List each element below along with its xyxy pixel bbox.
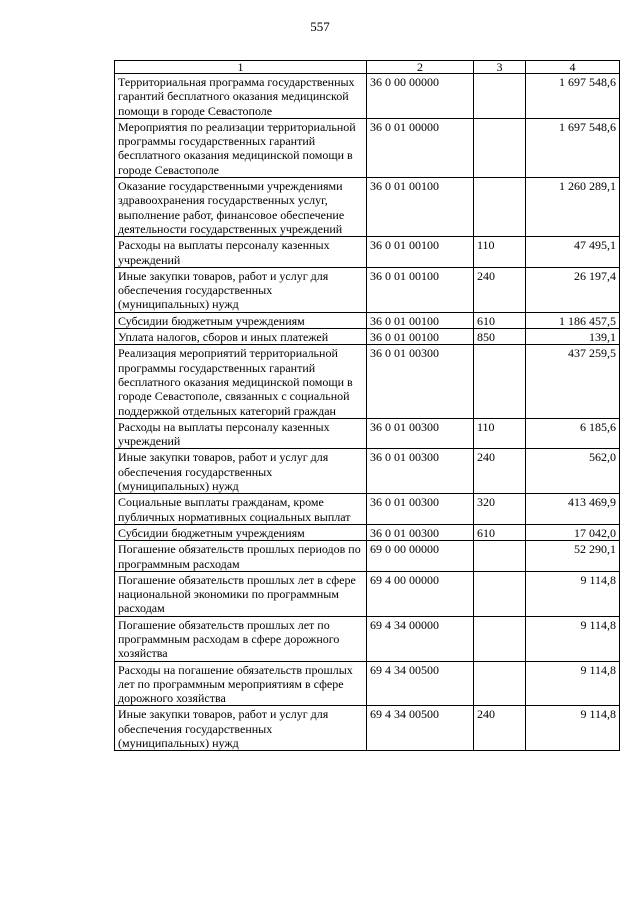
table-row	[115, 267, 620, 312]
row-code-cell: 36 0 01 00300	[367, 345, 474, 418]
table-row	[115, 118, 620, 177]
row-name-cell: Реализация мероприятий территориальной программы государственных гарантий бесплатного оказания медицинской помощи в городе Севастополе, связанных с социальной поддержкой отдельных категорий граждан	[115, 345, 367, 418]
row-name-cell: Погашение обязательств прошлых лет по программным расходам в сфере дорожного хозяйства	[115, 616, 367, 661]
row-expense-type-cell	[474, 616, 526, 661]
row-expense-type-cell: 850	[474, 329, 526, 345]
row-amount-cell: 9 114,8	[526, 571, 620, 616]
table-row	[115, 74, 620, 119]
row-name-cell: Субсидии бюджетным учреждениям	[115, 524, 367, 540]
row-code-cell: 36 0 01 00100	[367, 237, 474, 268]
column-header-2: 2	[367, 61, 474, 74]
row-expense-type-cell	[474, 74, 526, 119]
row-amount-cell: 17 042,0	[526, 524, 620, 540]
row-code-cell: 36 0 01 00300	[367, 524, 474, 540]
row-amount-cell: 9 114,8	[526, 706, 620, 751]
row-expense-type-cell	[474, 571, 526, 616]
row-name-cell: Расходы на выплаты персоналу казенных учреждений	[115, 237, 367, 268]
row-name-cell: Субсидии бюджетным учреждениям	[115, 312, 367, 328]
column-header-1: 1	[115, 61, 367, 74]
table-header-row	[115, 61, 620, 74]
row-expense-type-cell	[474, 541, 526, 572]
row-expense-type-cell	[474, 178, 526, 237]
row-amount-cell: 413 469,9	[526, 494, 620, 525]
row-code-cell: 69 4 00 00000	[367, 571, 474, 616]
row-expense-type-cell	[474, 661, 526, 706]
row-code-cell: 36 0 01 00300	[367, 494, 474, 525]
row-name-cell: Погашение обязательств прошлых периодов по программным расходам	[115, 541, 367, 572]
row-code-cell: 69 0 00 00000	[367, 541, 474, 572]
table-row	[115, 237, 620, 268]
row-expense-type-cell: 110	[474, 237, 526, 268]
row-name-cell: Расходы на погашение обязательств прошлых лет по программным мероприятиям в сфере дорожного хозяйства	[115, 661, 367, 706]
row-amount-cell: 26 197,4	[526, 267, 620, 312]
table-row	[115, 178, 620, 237]
row-amount-cell: 437 259,5	[526, 345, 620, 418]
table-row	[115, 449, 620, 494]
row-amount-cell: 1 697 548,6	[526, 74, 620, 119]
row-expense-type-cell: 240	[474, 449, 526, 494]
row-amount-cell: 52 290,1	[526, 541, 620, 572]
page-number: 557	[310, 19, 330, 34]
row-amount-cell: 9 114,8	[526, 661, 620, 706]
table-row	[115, 345, 620, 418]
row-amount-cell: 1 186 457,5	[526, 312, 620, 328]
column-header-4: 4	[526, 61, 620, 74]
row-name-cell: Иные закупки товаров, работ и услуг для обеспечения государственных (муниципальных) нужд	[115, 706, 367, 751]
row-name-cell: Уплата налогов, сборов и иных платежей	[115, 329, 367, 345]
row-name-cell: Территориальная программа государственных гарантий бесплатного оказания медицинской помощи в городе Севастополе	[115, 74, 367, 119]
row-expense-type-cell: 610	[474, 524, 526, 540]
row-code-cell: 36 0 01 00100	[367, 312, 474, 328]
row-name-cell: Иные закупки товаров, работ и услуг для обеспечения государственных (муниципальных) нужд	[115, 449, 367, 494]
table-row	[115, 616, 620, 661]
row-amount-cell: 6 185,6	[526, 418, 620, 449]
row-code-cell: 36 0 01 00000	[367, 118, 474, 177]
table-row	[115, 661, 620, 706]
row-name-cell: Социальные выплаты гражданам, кроме публичных нормативных социальных выплат	[115, 494, 367, 525]
row-code-cell: 36 0 01 00100	[367, 329, 474, 345]
row-expense-type-cell: 110	[474, 418, 526, 449]
row-expense-type-cell: 320	[474, 494, 526, 525]
row-expense-type-cell: 240	[474, 706, 526, 751]
row-expense-type-cell: 610	[474, 312, 526, 328]
table-body	[115, 74, 620, 751]
row-expense-type-cell: 240	[474, 267, 526, 312]
column-header-3: 3	[474, 61, 526, 74]
row-amount-cell: 1 697 548,6	[526, 118, 620, 177]
row-amount-cell: 1 260 289,1	[526, 178, 620, 237]
table-row	[115, 494, 620, 525]
row-name-cell: Погашение обязательств прошлых лет в сфере национальной экономики по программным расходам	[115, 571, 367, 616]
row-amount-cell: 9 114,8	[526, 616, 620, 661]
row-name-cell: Мероприятия по реализации территориальной программы государственных гарантий бесплатного оказания медицинской помощи в городе Севастополе	[115, 118, 367, 177]
table-row	[115, 329, 620, 345]
table-row	[115, 541, 620, 572]
table-row	[115, 571, 620, 616]
row-name-cell: Оказание государственными учреждениями здравоохранения государственных услуг, выполнение работ, финансовое обеспечение деятельности государственных учреждений	[115, 178, 367, 237]
table-row	[115, 706, 620, 751]
row-code-cell: 36 0 01 00300	[367, 449, 474, 494]
table-row	[115, 418, 620, 449]
row-code-cell: 36 0 01 00100	[367, 178, 474, 237]
row-code-cell: 36 0 01 00100	[367, 267, 474, 312]
row-code-cell: 36 0 01 00300	[367, 418, 474, 449]
table-row	[115, 312, 620, 328]
row-name-cell: Иные закупки товаров, работ и услуг для обеспечения государственных (муниципальных) нужд	[115, 267, 367, 312]
row-code-cell: 69 4 34 00500	[367, 706, 474, 751]
budget-table	[114, 60, 620, 751]
row-expense-type-cell	[474, 345, 526, 418]
row-amount-cell: 47 495,1	[526, 237, 620, 268]
row-code-cell: 36 0 00 00000	[367, 74, 474, 119]
row-expense-type-cell	[474, 118, 526, 177]
row-amount-cell: 562,0	[526, 449, 620, 494]
row-code-cell: 69 4 34 00500	[367, 661, 474, 706]
row-amount-cell: 139,1	[526, 329, 620, 345]
row-name-cell: Расходы на выплаты персоналу казенных учреждений	[115, 418, 367, 449]
row-code-cell: 69 4 34 00000	[367, 616, 474, 661]
table-row	[115, 524, 620, 540]
